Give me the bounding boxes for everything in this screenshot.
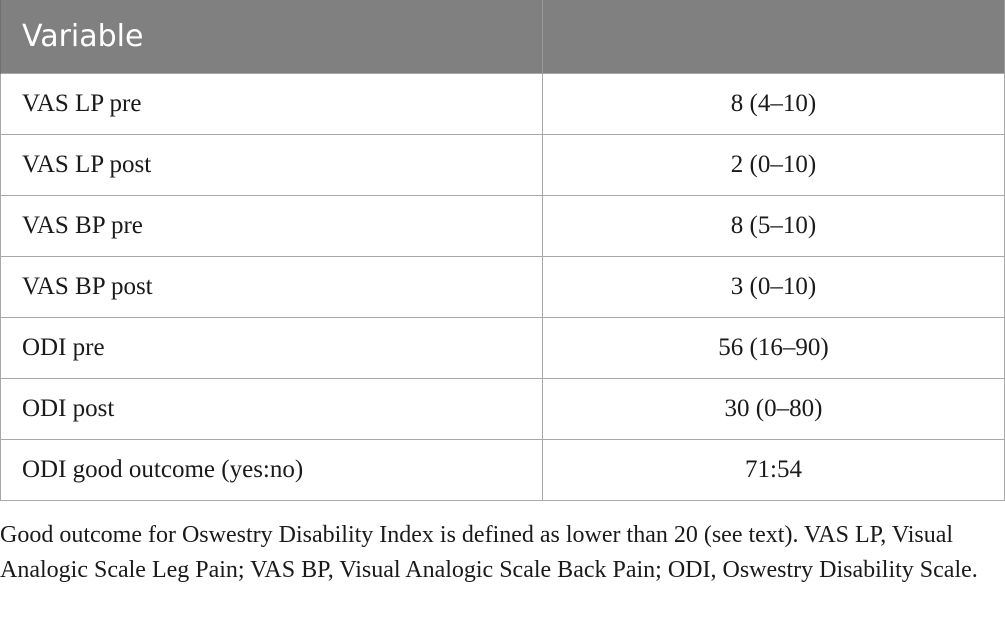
table-row bbox=[1, 378, 1005, 439]
table-row bbox=[1, 195, 1005, 256]
column-header-variable: Variable bbox=[1, 0, 543, 73]
row-variable: VAS BP post bbox=[1, 256, 543, 317]
row-variable: ODI good outcome (yes:no) bbox=[1, 439, 543, 500]
table-row bbox=[1, 256, 1005, 317]
header-row bbox=[1, 0, 1005, 73]
table-row bbox=[1, 317, 1005, 378]
row-value: 2 (0–10) bbox=[543, 134, 1005, 195]
column-header-value bbox=[543, 0, 1005, 73]
table-footnote: Good outcome for Oswestry Disability Index is defined as lower than 20 (see text). VAS LP, Visual Analogic Scale Leg Pain; VAS BP, Visual Analogic Scale Back Pain; ODI, Oswestry Disability Scale. bbox=[0, 522, 978, 583]
row-value: 3 (0–10) bbox=[543, 256, 1005, 317]
row-value: 8 (5–10) bbox=[543, 195, 1005, 256]
table-row bbox=[1, 134, 1005, 195]
row-value: 71:54 bbox=[543, 439, 1005, 500]
table-row bbox=[1, 439, 1005, 500]
row-variable: VAS LP post bbox=[1, 134, 543, 195]
table-header bbox=[1, 0, 1005, 73]
table-row bbox=[1, 73, 1005, 134]
table-body bbox=[1, 73, 1005, 500]
row-value: 30 (0–80) bbox=[543, 378, 1005, 439]
row-value: 56 (16–90) bbox=[543, 317, 1005, 378]
row-variable: VAS LP pre bbox=[1, 73, 543, 134]
row-variable: VAS BP pre bbox=[1, 195, 543, 256]
row-variable: ODI pre bbox=[1, 317, 543, 378]
row-variable: ODI post bbox=[1, 378, 543, 439]
row-value: 8 (4–10) bbox=[543, 73, 1005, 134]
